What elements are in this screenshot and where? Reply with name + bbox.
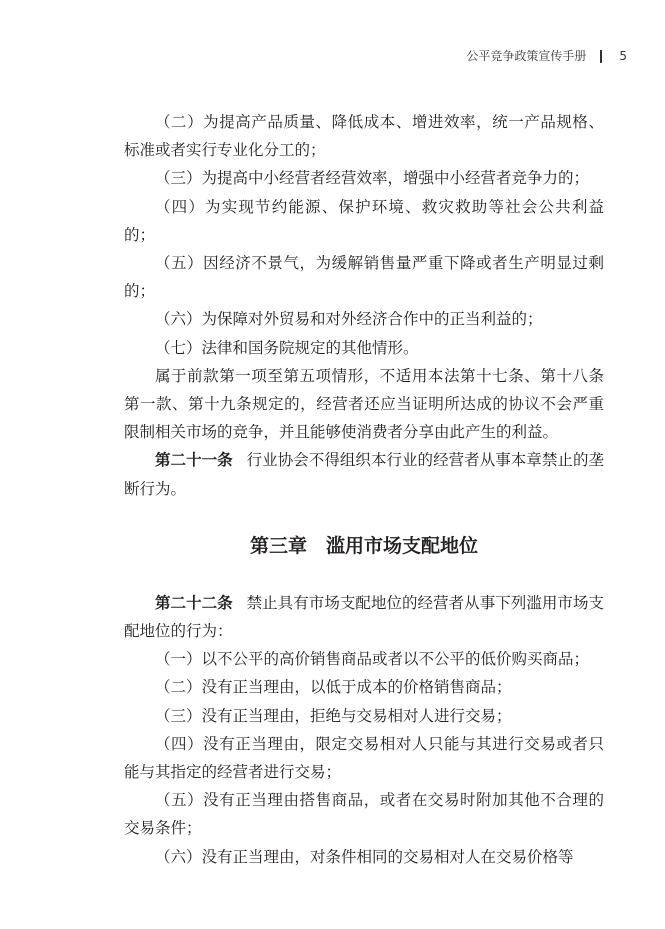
clause-paragraph: （六）为保障对外贸易和对外经济合作中的正当利益的； — [155, 310, 543, 329]
clause-paragraph: （四）没有正当理由，限定交易相对人只能与其进行交易或者只能与其指定的经营者进行交易； — [124, 734, 604, 782]
article-paragraph — [124, 589, 604, 645]
clause-paragraph: （一）以不公平的高价销售商品或者以不公平的低价购买商品； — [155, 650, 590, 669]
book-title: 公平竞争政策宣传手册 — [466, 49, 587, 63]
running-header — [466, 48, 627, 64]
clause-paragraph: （五）没有正当理由搭售商品，或者在交易时附加其他不合理的交易条件； — [124, 791, 604, 838]
clause-paragraph: （三）没有正当理由，拒绝与交易相对人进行交易； — [155, 706, 512, 725]
clause-paragraph: （三）为提高中小经营者经营效率，增强中小经营者竞争力的； — [155, 169, 590, 188]
page-body — [124, 108, 604, 871]
header-divider — [600, 50, 602, 63]
body-paragraph: 属于前款第一项至第五项情形，不适用本法第十七条、第十八条第一款、第十九条规定的，经营者还应当证明所达成的协议不会严重限制相关市场的竞争，并且能够使消费者分享由此产生的利益。 — [124, 366, 604, 442]
article-text: 行业协会不得组织本行业的经营者从事本章禁止的垄断行为。 — [124, 451, 604, 498]
article-number: 第二十二条 — [155, 593, 233, 612]
clause-paragraph: （二）为提高产品质量、降低成本、增进效率，统一产品规格、标准或者实行专业化分工的； — [124, 113, 604, 160]
clause-paragraph: （五）因经济不景气，为缓解销售量严重下降或者生产明显过剩的； — [124, 254, 604, 301]
clause-paragraph: （四）为实现节约能源、保护环境、救灾救助等社会公共利益的； — [124, 197, 604, 244]
clause-paragraph: （七）法律和国务院规定的其他情形。 — [155, 338, 419, 357]
page-number: 5 — [619, 49, 627, 63]
clause-paragraph: （二）没有正当理由，以低于成本的价格销售商品； — [155, 678, 512, 697]
article-number: 第二十一条 — [155, 451, 233, 470]
article-text: 禁止具有市场支配地位的经营者从事下列滥用市场支配地位的行为： — [124, 593, 604, 641]
clause-paragraph: （六）没有正当理由，对条件相同的交易相对人在交易价格等 — [155, 847, 574, 866]
article-paragraph — [124, 446, 604, 502]
chapter-title: 第三章 滥用市场支配地位 — [249, 534, 478, 557]
